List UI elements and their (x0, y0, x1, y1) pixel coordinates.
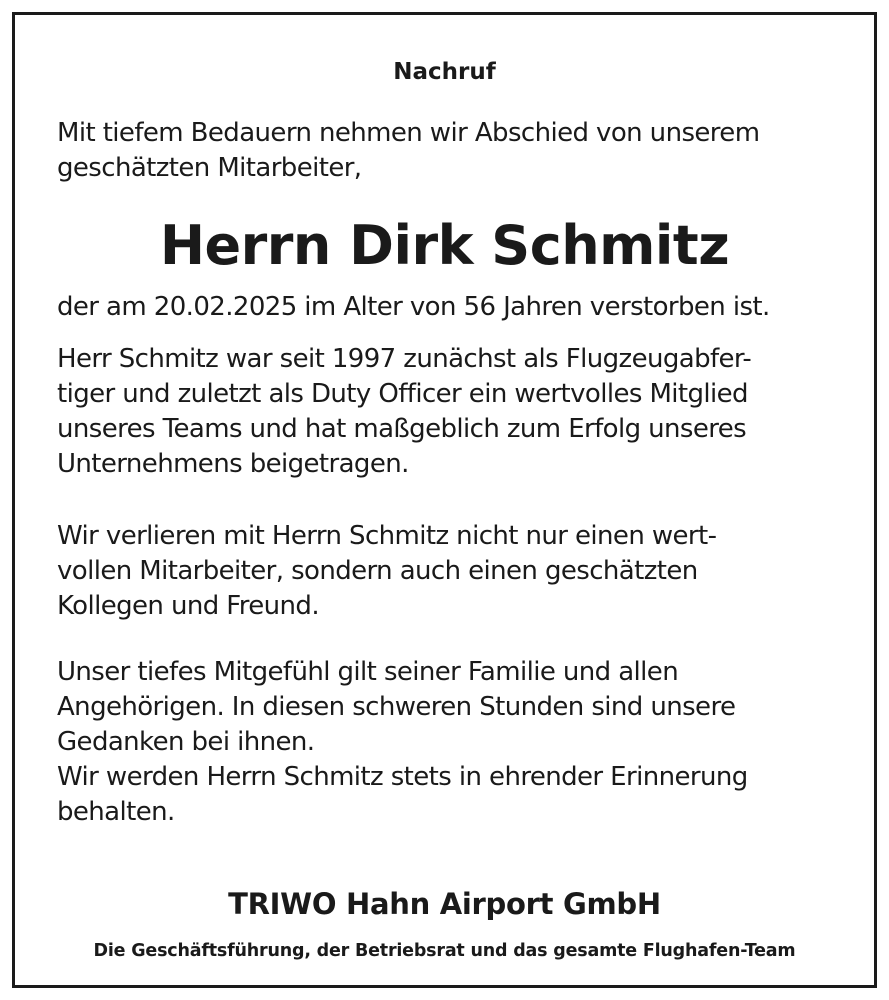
sympathy-line: Angehörigen. In diesen schweren Stunden sind unsere (57, 692, 736, 722)
career-line: unseres Teams und hat maßgeblich zum Erfolg unseres (57, 414, 747, 444)
loss-line: Kollegen und Freund. (57, 591, 319, 621)
loss-line: vollen Mitarbeiter, sondern auch einen geschätzten (57, 556, 698, 586)
career-paragraph (57, 342, 847, 482)
sympathy-line: Unser tiefes Mitgefühl gilt seiner Familie und allen (57, 657, 679, 687)
career-line: Herr Schmitz war seit 1997 zunächst als Flugzeugabfer- (57, 344, 752, 374)
notice-title: Nachruf (393, 59, 496, 85)
loss-line: Wir verlieren mit Herrn Schmitz nicht nur einen wert- (57, 521, 717, 551)
sympathy-paragraph (57, 655, 847, 830)
death-date-line: der am 20.02.2025 im Alter von 56 Jahren verstorben ist. (57, 292, 770, 322)
signatories-line: Die Geschäftsführung, der Betriebsrat und das gesamte Flughafen-Team (93, 941, 796, 961)
company-name: TRIWO Hahn Airport GmbH (228, 887, 661, 921)
deceased-name: Herrn Dirk Schmitz (159, 214, 730, 277)
intro-paragraph (57, 116, 847, 186)
loss-paragraph (57, 519, 847, 624)
career-line: tiger und zuletzt als Duty Officer ein wertvolles Mitglied (57, 379, 748, 409)
sympathy-line: behalten. (57, 797, 175, 827)
sympathy-line: Wir werden Herrn Schmitz stets in ehrender Erinnerung (57, 762, 748, 792)
career-line: Unternehmens beigetragen. (57, 449, 409, 479)
intro-line: Mit tiefem Bedauern nehmen wir Abschied von unserem (57, 118, 760, 148)
sympathy-line: Gedanken bei ihnen. (57, 727, 315, 757)
intro-line: geschätzten Mitarbeiter, (57, 153, 362, 183)
